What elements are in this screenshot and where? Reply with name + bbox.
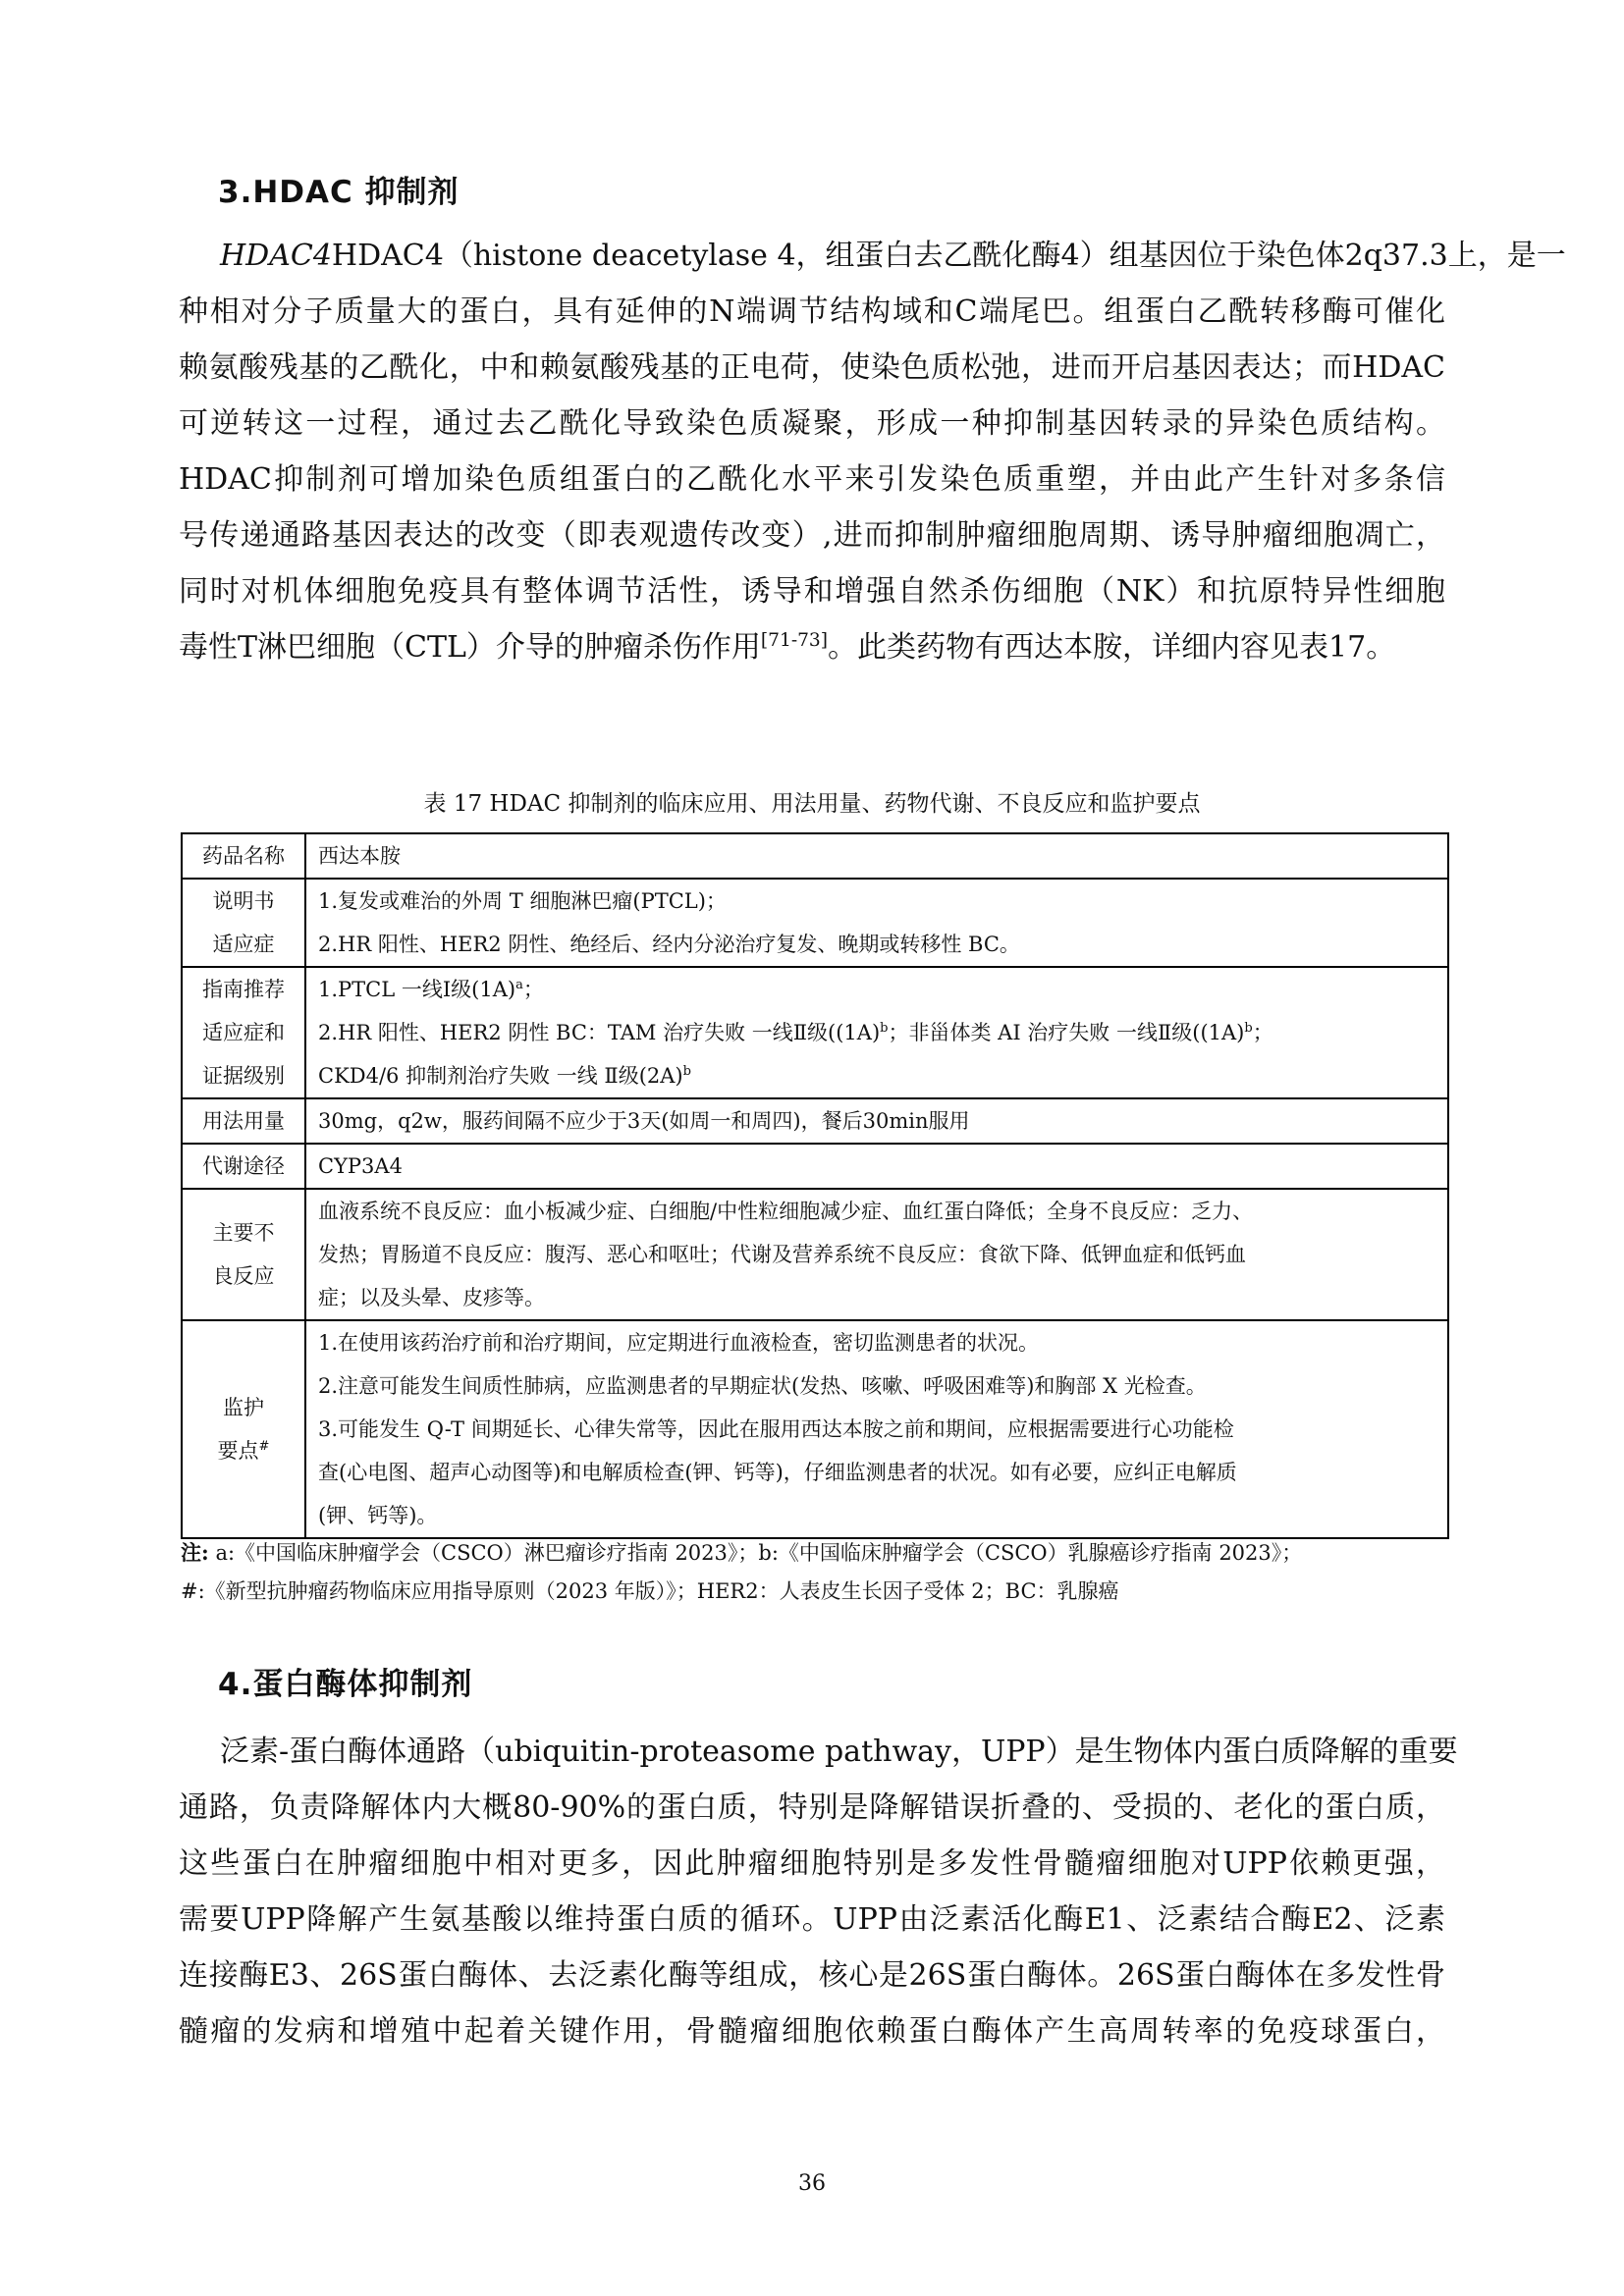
row-content: [305, 967, 1448, 1098]
row-label: [182, 1144, 305, 1189]
cell-text: 症；以及头晕、皮疹等。: [318, 1286, 545, 1309]
table-row: [182, 1189, 1448, 1320]
footnote-mark: b: [1244, 1021, 1253, 1036]
note-prefix: 注:: [181, 1540, 209, 1565]
paragraph-line: 需要UPP降解产生氨基酸以维持蛋白质的循环。UPP由泛素活化酶E1、泛素结合酶E2、泛素: [179, 1902, 1445, 1937]
cell-text: 30mg，q2w，服药间隔不应少于3天(如周一和周四)，餐后30min服用: [318, 1109, 970, 1133]
line-text: 。此类药物有西达本胺，详细内容见表17。: [828, 630, 1396, 665]
row-content: [305, 1098, 1448, 1144]
label-text: 代谢途径: [202, 1154, 285, 1178]
row-label: [182, 833, 305, 879]
note-line: #:《新型抗肿瘤药物临床应用指导原则（2023 年版）》；HER2：人表皮生长因子受体 2；BC：乳腺癌: [181, 1579, 1119, 1603]
paragraph-line: 号传递通路基因表达的改变（即表观遗传改变）,进而抑制肿瘤细胞周期、诱导肿瘤细胞凋亡，: [179, 518, 1445, 553]
label-text: 适应症和: [202, 1021, 285, 1044]
label-text: 药品名称: [202, 844, 285, 868]
line-text: 毒性T淋巴细胞（CTL）介导的肿瘤杀伤作用: [179, 630, 761, 665]
cell-text: CKD4/6 抑制剂治疗失败 一线 Ⅱ级(2A): [318, 1064, 683, 1088]
label-text: 监护: [223, 1396, 264, 1419]
paragraph-line: 可逆转这一过程，通过去乙酰化导致染色质凝聚，形成一种抑制基因转录的异染色质结构。: [179, 406, 1445, 441]
cell-text: 2.HR 阳性、HER2 阴性 BC：TAM 治疗失败 一线Ⅱ级((1A): [318, 1021, 881, 1044]
cell-text: 2.HR 阳性、HER2 阴性、绝经后、经内分泌治疗复发、晚期或转移性 BC。: [318, 933, 1020, 956]
paragraph-line: [179, 228, 1566, 284]
note-text: a:《中国临床肿瘤学会（CSCO）淋巴瘤诊疗指南 2023》；b:《中国临床肿瘤学会（CSCO）乳腺癌诊疗指南 2023》；: [208, 1541, 1303, 1565]
row-label: [182, 879, 305, 967]
footnote-mark: b: [880, 1021, 889, 1036]
label-line: [187, 1429, 300, 1472]
row-label: [182, 967, 305, 1098]
label-text: 用法用量: [202, 1109, 285, 1133]
section-3-paragraph: [179, 228, 1566, 675]
cell-text: 1.PTCL 一线Ⅰ级(1A): [318, 978, 516, 1001]
paragraph-line: 通路，负责降解体内大概80-90%的蛋白质，特别是降解错误折叠的、受损的、老化的蛋白质，: [179, 1790, 1445, 1825]
paragraph-line: [179, 619, 1445, 675]
table-caption: 表 17 HDAC 抑制剂的临床应用、用法用量、药物代谢、不良反应和监护要点: [423, 791, 1201, 817]
cell-text: 1.复发或难治的外周 T 细胞淋巴瘤(PTCL)；: [318, 889, 727, 913]
table-row: [182, 1098, 1448, 1144]
table-row: [182, 1320, 1448, 1538]
row-content: [305, 1189, 1448, 1320]
paragraph-line: 这些蛋白在肿瘤细胞中相对更多，因此肿瘤细胞特别是多发性骨髓瘤细胞对UPP依赖更强，: [179, 1846, 1445, 1881]
section-3-heading: 3.HDAC 抑制剂: [218, 175, 460, 210]
label-text: 适应症: [212, 933, 275, 956]
footnote-mark: a: [515, 978, 523, 992]
row-content: [305, 1144, 1448, 1189]
footnote-mark: #: [258, 1439, 270, 1454]
label-text: 说明书: [212, 889, 275, 913]
label-text: 指南推荐: [202, 978, 285, 1001]
cell-line: [318, 1054, 1435, 1097]
paragraph-line: 赖氨酸残基的乙酰化，中和赖氨酸残基的正电荷，使染色质松弛，进而开启基因表达；而HDAC: [179, 350, 1445, 385]
cell-text: ；非甾体类 AI 治疗失败 一线Ⅱ级((1A): [888, 1021, 1245, 1044]
cell-text: (钾、钙等)。: [318, 1504, 438, 1527]
paragraph-line: 种相对分子质量大的蛋白，具有延伸的N端调节结构域和C端尾巴。组蛋白乙酰转移酶可催化: [179, 294, 1445, 329]
citation: [71-73]: [760, 630, 829, 651]
cell-text: 2.注意可能发生间质性肺病，应监测患者的早期症状(发热、咳嗽、呼吸困难等)和胸部 X 光检查。: [318, 1374, 1207, 1398]
paragraph-line: 泛素-蛋白酶体通路（ubiquitin-proteasome pathway，UPP）是生物体内蛋白质降解的重要: [220, 1735, 1458, 1769]
table-row: [182, 879, 1448, 967]
gene-name: HDAC4: [220, 239, 332, 273]
table-row: [182, 967, 1448, 1098]
label-text: 要点: [217, 1439, 259, 1463]
row-label: [182, 1189, 305, 1320]
table-row: [182, 833, 1448, 879]
paragraph-line: HDAC抑制剂可增加染色质组蛋白的乙酰化水平来引发染色质重塑，并由此产生针对多条信: [179, 462, 1445, 497]
section-4-paragraph: [179, 1724, 1458, 2059]
cell-text: CYP3A4: [318, 1154, 403, 1178]
cell-line: [318, 1011, 1435, 1054]
cell-text: 3.可能发生 Q-T 间期延长、心律失常等，因此在服用西达本胺之前和期间，应根据需要进行心功能检: [318, 1417, 1234, 1441]
row-label: [182, 1320, 305, 1538]
row-content: [305, 833, 1448, 879]
row-content: [305, 1320, 1448, 1538]
drug-table: [181, 832, 1449, 1539]
page-number: 36: [798, 2171, 826, 2196]
cell-text: 查(心电图、超声心动图等)和电解质检查(钾、钙等)，仔细监测患者的状况。如有必要，应纠正电解质: [318, 1461, 1237, 1484]
label-text: 主要不: [212, 1221, 275, 1245]
cell-line: 1.PTCL 一线Ⅰ级$(1A)^a$；: [318, 978, 544, 1001]
section-4-heading: 4.蛋白酶体抑制剂: [218, 1667, 473, 1702]
cell-text: 西达本胺: [318, 844, 401, 868]
table-notes: [181, 1533, 1457, 1611]
cell-text: ；: [1252, 1021, 1273, 1044]
line-text: HDAC4（histone deacetylase 4，组蛋白去乙酰化酶4）组基因位于染色体2q37.3上，是一: [331, 239, 1566, 273]
paragraph-line: 连接酶E3、26S蛋白酶体、去泛素化酶等组成，核心是26S蛋白酶体。26S蛋白酶体在多发性骨: [179, 1958, 1445, 1993]
label-text: 良反应: [212, 1264, 275, 1288]
row-content: [305, 879, 1448, 967]
note-line: [181, 1533, 1457, 1573]
cell-text: 1.在使用该药治疗前和治疗期间，应定期进行血液检查，密切监测患者的状况。: [318, 1331, 1040, 1355]
paragraph-line: 髓瘤的发病和增殖中起着关键作用，骨髓瘤细胞依赖蛋白酶体产生高周转率的免疫球蛋白，: [179, 2014, 1445, 2049]
footnote-mark: b: [682, 1064, 691, 1079]
paragraph-line: 同时对机体细胞免疫具有整体调节活性，诱导和增强自然杀伤细胞（NK）和抗原特异性细胞: [179, 574, 1445, 609]
cell-text: 发热；胃肠道不良反应：腹泻、恶心和呕吐；代谢及营养系统不良反应：食欲下降、低钾血症和低钙血: [318, 1243, 1246, 1266]
row-label: [182, 1098, 305, 1144]
cell-text: 血液系统不良反应：血小板减少症、白细胞/中性粒细胞减少症、血红蛋白降低；全身不良反应：乏力、: [318, 1200, 1254, 1223]
table-row: [182, 1144, 1448, 1189]
label-text: 证据级别: [202, 1064, 285, 1088]
